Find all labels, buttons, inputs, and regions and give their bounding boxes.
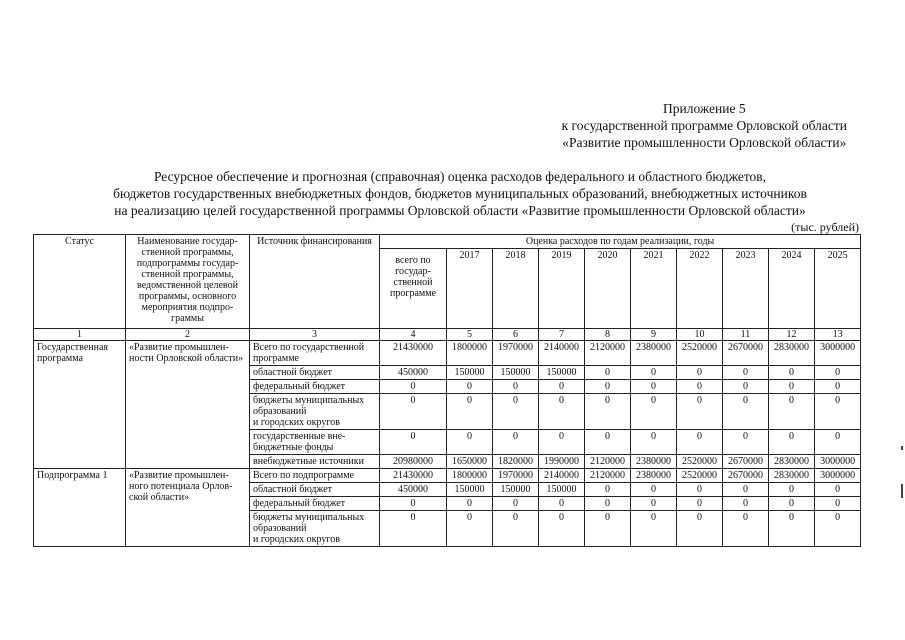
header-year: 2021 <box>631 249 677 329</box>
cell-year-value: 0 <box>677 483 723 497</box>
column-index: 10 <box>677 329 723 341</box>
row-program-name: «Развитие промышлен-ного потенциала Орлов-ской области» <box>126 469 250 547</box>
cell-year-value: 3000000 <box>815 455 861 469</box>
cell-year-value: 150000 <box>539 366 585 380</box>
row-funding-source: внебюджетные источники <box>250 455 380 469</box>
cell-year-value: 0 <box>631 366 677 380</box>
cell-year-value: 0 <box>677 497 723 511</box>
cell-year-value: 150000 <box>493 483 539 497</box>
cell-year-value: 3000000 <box>815 341 861 366</box>
expenditure-table <box>33 234 861 547</box>
header-status: Статус <box>34 235 126 329</box>
title-line-1: Ресурсное обеспечение и прогнозная (справочная) оценка расходов федерального и областного бюджетов, <box>153 169 767 184</box>
cell-year-value: 0 <box>585 394 631 430</box>
cell-year-value: 0 <box>677 430 723 455</box>
cell-year-value: 0 <box>539 511 585 547</box>
row-funding-source: областной бюджет <box>250 483 380 497</box>
cell-year-value: 2520000 <box>677 455 723 469</box>
header-year: 2025 <box>815 249 861 329</box>
cell-year-value: 0 <box>631 394 677 430</box>
cell-total: 0 <box>380 511 447 547</box>
column-index: 4 <box>380 329 447 341</box>
cell-year-value: 1800000 <box>447 469 493 483</box>
appendix-program-ref: к государственной программе Орловской области <box>561 118 847 133</box>
row-funding-source: федеральный бюджет <box>250 380 380 394</box>
cell-year-value: 0 <box>769 511 815 547</box>
column-index: 12 <box>769 329 815 341</box>
cell-year-value: 2830000 <box>769 341 815 366</box>
cell-year-value: 2380000 <box>631 469 677 483</box>
cell-year-value: 0 <box>493 511 539 547</box>
cell-total: 0 <box>380 380 447 394</box>
column-index: 9 <box>631 329 677 341</box>
table-row <box>34 341 861 366</box>
cell-year-value: 0 <box>769 483 815 497</box>
column-index: 3 <box>250 329 380 341</box>
cell-year-value: 0 <box>723 366 769 380</box>
header-name: Наименование государ-ственной программы, подпрограммы государ-ственной программы, ведомственной целевой программы, основного мероприятия подпро-граммы <box>126 235 250 329</box>
cell-total: 21430000 <box>380 469 447 483</box>
column-index: 11 <box>723 329 769 341</box>
cell-year-value: 0 <box>447 511 493 547</box>
cell-year-value: 0 <box>815 497 861 511</box>
cell-year-value: 0 <box>447 380 493 394</box>
cell-year-value: 150000 <box>447 483 493 497</box>
cell-year-value: 2140000 <box>539 469 585 483</box>
cell-year-value: 0 <box>493 430 539 455</box>
cell-year-value: 2120000 <box>585 455 631 469</box>
cell-year-value: 2120000 <box>585 341 631 366</box>
title-line-2: бюджетов государственных внебюджетных фондов, бюджетов муниципальных образований, внебюджетных источников <box>113 186 807 201</box>
row-funding-source: федеральный бюджет <box>250 497 380 511</box>
cell-year-value: 0 <box>631 430 677 455</box>
header-total: всего по государ-ственной программе <box>380 249 447 329</box>
cell-year-value: 150000 <box>447 366 493 380</box>
cell-year-value: 0 <box>539 394 585 430</box>
title-line-3: на реализацию целей государственной программы Орловской области «Развитие промышленности Орловской области» <box>114 203 806 218</box>
column-index: 7 <box>539 329 585 341</box>
cell-total: 450000 <box>380 483 447 497</box>
cell-year-value: 0 <box>723 380 769 394</box>
cell-year-value: 0 <box>815 511 861 547</box>
cell-year-value: 0 <box>585 366 631 380</box>
cell-year-value: 2670000 <box>723 341 769 366</box>
appendix-program-name: «Развитие промышленности Орловской области» <box>562 135 847 150</box>
cell-year-value: 0 <box>539 430 585 455</box>
cell-year-value: 0 <box>585 483 631 497</box>
cell-year-value: 0 <box>631 497 677 511</box>
cell-year-value: 1800000 <box>447 341 493 366</box>
cell-year-value: 1990000 <box>539 455 585 469</box>
cell-year-value: 2830000 <box>769 455 815 469</box>
cell-year-value: 0 <box>631 483 677 497</box>
column-index: 13 <box>815 329 861 341</box>
cell-year-value: 0 <box>723 511 769 547</box>
scan-artifact <box>901 446 903 450</box>
scan-artifact <box>901 484 903 498</box>
cell-year-value: 0 <box>447 430 493 455</box>
cell-year-value: 0 <box>677 380 723 394</box>
column-index: 2 <box>126 329 250 341</box>
cell-total: 0 <box>380 430 447 455</box>
column-index: 1 <box>34 329 126 341</box>
header-year: 2019 <box>539 249 585 329</box>
cell-total: 0 <box>380 497 447 511</box>
cell-year-value: 0 <box>723 430 769 455</box>
table-row <box>34 469 861 483</box>
cell-year-value: 0 <box>815 394 861 430</box>
appendix-number: Приложение 5 <box>662 101 746 116</box>
cell-year-value: 0 <box>447 497 493 511</box>
cell-year-value: 0 <box>815 483 861 497</box>
units-label: (тыс. рублей) <box>791 220 859 234</box>
cell-year-value: 0 <box>493 380 539 394</box>
cell-total: 0 <box>380 394 447 430</box>
cell-year-value: 0 <box>631 511 677 547</box>
header-year: 2023 <box>723 249 769 329</box>
cell-year-value: 0 <box>723 483 769 497</box>
header-year: 2018 <box>493 249 539 329</box>
appendix-header <box>562 100 847 151</box>
header-year: 2022 <box>677 249 723 329</box>
row-funding-source: государственные вне-бюджетные фонды <box>250 430 380 455</box>
cell-year-value: 0 <box>815 430 861 455</box>
header-year: 2017 <box>447 249 493 329</box>
header-source: Источник финансирования <box>250 235 380 329</box>
cell-year-value: 0 <box>493 497 539 511</box>
cell-year-value: 0 <box>769 430 815 455</box>
cell-year-value: 2140000 <box>539 341 585 366</box>
cell-year-value: 0 <box>769 497 815 511</box>
cell-year-value: 2520000 <box>677 341 723 366</box>
cell-year-value: 150000 <box>493 366 539 380</box>
cell-year-value: 0 <box>723 497 769 511</box>
cell-year-value: 0 <box>677 366 723 380</box>
cell-total: 20980000 <box>380 455 447 469</box>
cell-year-value: 2670000 <box>723 469 769 483</box>
row-program-name: «Развитие промышлен-ности Орловской области» <box>126 341 250 469</box>
cell-year-value: 0 <box>769 366 815 380</box>
cell-year-value: 2380000 <box>631 341 677 366</box>
cell-year-value: 1820000 <box>493 455 539 469</box>
cell-year-value: 0 <box>631 380 677 394</box>
cell-year-value: 0 <box>815 380 861 394</box>
header-row-1 <box>34 235 861 249</box>
cell-year-value: 2380000 <box>631 455 677 469</box>
row-funding-source: Всего по государственной программе <box>250 341 380 366</box>
cell-year-value: 0 <box>585 380 631 394</box>
cell-year-value: 3000000 <box>815 469 861 483</box>
row-funding-source: бюджеты муниципальных образований и городских округов <box>250 394 380 430</box>
column-index: 5 <box>447 329 493 341</box>
cell-year-value: 0 <box>815 366 861 380</box>
cell-year-value: 1650000 <box>447 455 493 469</box>
cell-year-value: 0 <box>769 380 815 394</box>
row-status: Государственная программа <box>34 341 126 469</box>
row-funding-source: Всего по подпрограмме <box>250 469 380 483</box>
row-status: Подпрограмма 1 <box>34 469 126 547</box>
cell-year-value: 0 <box>585 430 631 455</box>
row-funding-source: областной бюджет <box>250 366 380 380</box>
cell-year-value: 2120000 <box>585 469 631 483</box>
cell-total: 450000 <box>380 366 447 380</box>
document-title <box>40 168 880 219</box>
cell-year-value: 1970000 <box>493 341 539 366</box>
cell-year-value: 1970000 <box>493 469 539 483</box>
cell-year-value: 0 <box>539 497 585 511</box>
cell-year-value: 2520000 <box>677 469 723 483</box>
header-year: 2020 <box>585 249 631 329</box>
cell-year-value: 0 <box>539 380 585 394</box>
cell-year-value: 0 <box>723 394 769 430</box>
header-estimate: Оценка расходов по годам реализации, годы <box>380 235 861 249</box>
index-row <box>34 329 861 341</box>
cell-year-value: 0 <box>447 394 493 430</box>
cell-year-value: 0 <box>677 511 723 547</box>
column-index: 6 <box>493 329 539 341</box>
cell-year-value: 150000 <box>539 483 585 497</box>
column-index: 8 <box>585 329 631 341</box>
cell-year-value: 0 <box>493 394 539 430</box>
header-year: 2024 <box>769 249 815 329</box>
cell-year-value: 0 <box>585 511 631 547</box>
cell-year-value: 0 <box>585 497 631 511</box>
cell-total: 21430000 <box>380 341 447 366</box>
cell-year-value: 0 <box>769 394 815 430</box>
cell-year-value: 2830000 <box>769 469 815 483</box>
cell-year-value: 2670000 <box>723 455 769 469</box>
cell-year-value: 0 <box>677 394 723 430</box>
row-funding-source: бюджеты муниципальных образований и городских округов <box>250 511 380 547</box>
